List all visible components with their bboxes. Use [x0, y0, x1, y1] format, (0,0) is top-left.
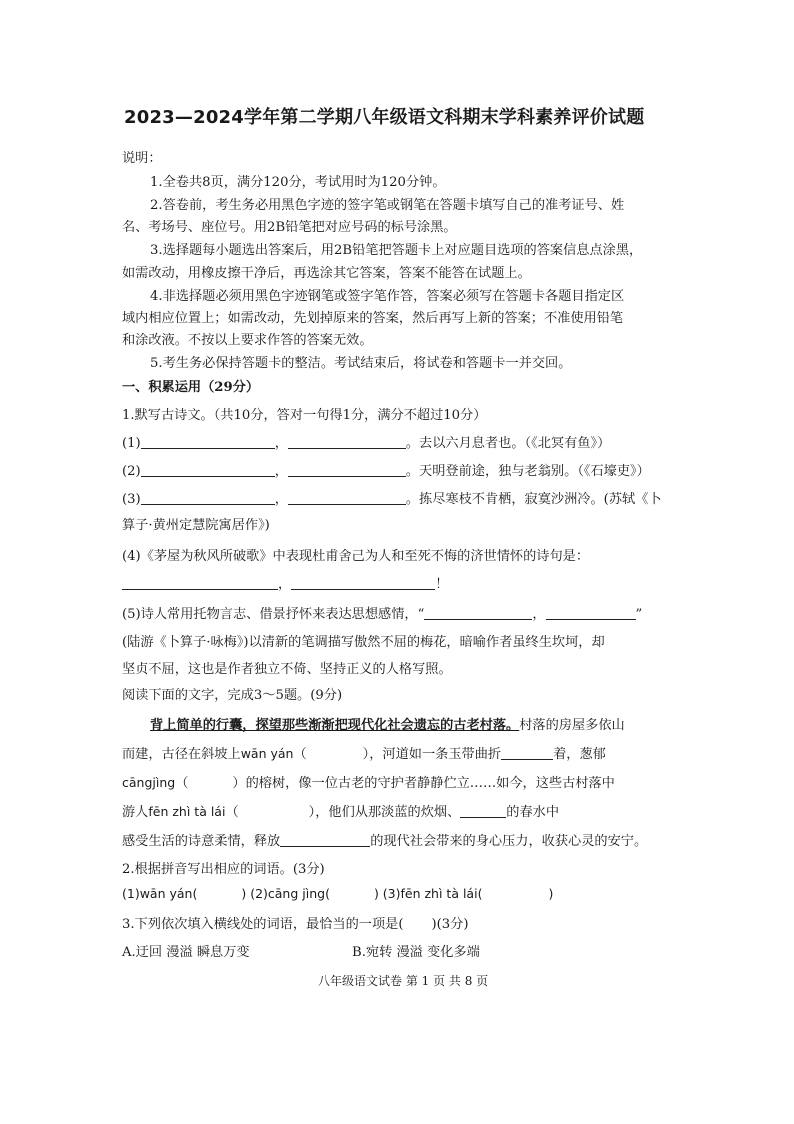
instruction-1: 1.全卷共8页，满分120分，考试用时为120分钟。 — [150, 175, 446, 190]
answer-blank[interactable] — [288, 462, 406, 477]
question-1-line-2 — [122, 460, 650, 479]
punct: ， — [278, 577, 292, 592]
question-1-item-5-line-3: 坚贞不屈，这也是作者独立不倚、坚持正义的人格写照。 — [122, 662, 452, 677]
line-text: ），河道如一条玉带曲折 — [362, 747, 502, 762]
item-number: (1) — [122, 436, 141, 451]
punct: ， — [532, 607, 546, 622]
section-heading: 一、积累运用（29分） — [122, 380, 260, 395]
line-text: 。去以六月息者也。（《北冥有鱼》） — [405, 436, 611, 451]
line-text: 着，葱郁 — [553, 747, 606, 762]
line-text: )(3分) — [431, 917, 469, 932]
answer-blank[interactable] — [291, 575, 435, 590]
answer-blank[interactable] — [141, 462, 275, 477]
instruction-3b: 如需改动，用橡皮擦干净后，再选涂其它答案，答案不能答在试题上。 — [122, 266, 531, 281]
pinyin-answer: (1)wān yán( — [122, 886, 198, 901]
instruction-2a: 2.答卷前，考生务必用黑色字迹的签字笔或钢笔在答题卡填写自己的准考证号、姓 — [150, 198, 625, 213]
line-text: (5)诗人常用托物言志、借景抒怀来表达思想感情，“ — [122, 607, 425, 622]
passage-line-2 — [122, 743, 606, 762]
question-1-line-1 — [122, 432, 610, 451]
instruction-4a: 4.非选择题必须用黑色字迹钢笔或签字笔作答，答案必须写在答题卡各题目指定区 — [150, 289, 625, 304]
line-text: 而建，古径在斜坡上 — [122, 747, 241, 762]
line-text: ）的榕树，像一位古老的守护者静静伫立……如今，这些古村落中 — [232, 776, 615, 791]
answer-blank[interactable] — [424, 605, 532, 620]
pinyin-answer: ) (3)fēn zhì tà lái( — [373, 886, 483, 901]
punct: ， — [274, 464, 288, 479]
punct: （ — [293, 747, 307, 762]
passage-line-5 — [122, 830, 647, 849]
line-text: 的春水中 — [506, 805, 560, 820]
question-1-stem: 1.默写古诗文。（共10分，答对一句得1分，满分不超过10分） — [122, 408, 487, 423]
punct: ！ — [435, 577, 449, 592]
question-1-item-4: (4)《茅屋为秋风所破歌》中表现杜甫舍己为人和至死不悔的济世情怀的诗句是： — [122, 549, 590, 564]
answer-blank[interactable] — [501, 745, 553, 760]
punct: ” — [635, 607, 643, 622]
question-1-item-4-answer — [122, 573, 448, 592]
answer-blank[interactable] — [288, 434, 406, 449]
item-number: (3) — [122, 492, 141, 507]
reading-intro: 阅读下面的文字，完成3～5题。(9分) — [122, 688, 343, 703]
passage-line-4 — [122, 801, 559, 820]
answer-blank[interactable] — [122, 575, 278, 590]
instruction-5: 5.考生务必保持答题卡的整洁。考试结束后，将试卷和答题卡一并交回。 — [150, 356, 572, 371]
page-footer: 八年级语文试卷 第 1 页 共 8 页 — [318, 974, 489, 988]
line-text: 村落的房屋多依山 — [519, 718, 625, 733]
instruction-2b: 名、考场号、座位号。用2B铅笔把对应号码的标号涂黑。 — [122, 220, 457, 235]
option-b[interactable]: B.宛转 漫溢 变化多端 — [352, 945, 480, 960]
answer-blank[interactable] — [288, 490, 406, 505]
answer-blank[interactable] — [141, 490, 275, 505]
question-1-line-3b: 算子·黄州定慧院寓居作》) — [122, 518, 270, 533]
question-2-stem: 2.根据拼音写出相应的词语。(3分) — [122, 862, 325, 877]
option-a[interactable]: A.迂回 漫溢 瞬息万变 — [122, 945, 250, 960]
line-text: 的现代社会带来的身心压力，收获心灵的安宁。 — [370, 834, 648, 849]
question-1-line-3 — [122, 488, 662, 507]
line-text: 。拣尽寒枝不肯栖，寂寞沙洲冷。(苏轼《卜 — [405, 492, 662, 507]
pinyin-answer: ) (2)cāng jìng( — [241, 886, 330, 901]
instruction-4c: 和涂改液。不按以上要求作答的答案无效。 — [122, 333, 373, 348]
line-text: 3.下列依次填入横线处的词语，最恰当的一项是( — [122, 917, 404, 932]
instructions-heading: 说明： — [122, 151, 162, 166]
instruction-4b: 域内相应位置上；如需改动，先划掉原来的答案，然后再写上新的答案；不准使用铅笔 — [122, 311, 624, 326]
pinyin: fēn zhì tà lái — [148, 804, 226, 819]
question-2-answers — [122, 886, 553, 902]
pinyin: cāngjìng — [122, 775, 176, 790]
line-text: 感受生活的诗意柔情，释放 — [122, 834, 281, 849]
passage-line-1 — [150, 714, 625, 733]
line-text: 游人 — [122, 805, 149, 820]
answer-blank[interactable] — [280, 832, 370, 847]
passage-line-3 — [122, 772, 615, 791]
answer-blank[interactable] — [141, 434, 275, 449]
punct: ， — [274, 492, 288, 507]
punct: （ — [225, 805, 239, 820]
question-1-item-5-line-2: (陆游《卜算子·咏梅》)以清新的笔调描写傲然不屈的梅花，暗喻作者虽终生坎坷，却 — [122, 635, 605, 650]
instruction-3a: 3.选择题每小题选出答案后，用2B铅笔把答题卡上对应题目选项的答案信息点涂黑， — [150, 243, 643, 258]
punct: ， — [274, 436, 288, 451]
punct: ) — [548, 886, 554, 901]
answer-blank[interactable] — [460, 803, 506, 818]
pinyin: wān yán — [240, 746, 294, 761]
punct: （ — [175, 776, 189, 791]
question-3-stem — [122, 913, 469, 932]
line-text: ），他们从那淡蓝的炊烟、 — [308, 805, 461, 820]
question-1-item-5 — [122, 603, 642, 622]
line-text: 。天明登前途，独与老翁别。（《石壕吏》） — [405, 464, 650, 479]
answer-blank[interactable] — [546, 605, 636, 620]
page-title: 2023—2024学年第二学期八年级语文科期末学科素养评价试题 — [124, 107, 645, 128]
underlined-sentence: 背上简单的行囊，探望那些渐渐把现代化社会遗忘的古老村落。 — [150, 718, 520, 733]
item-number: (2) — [122, 464, 141, 479]
